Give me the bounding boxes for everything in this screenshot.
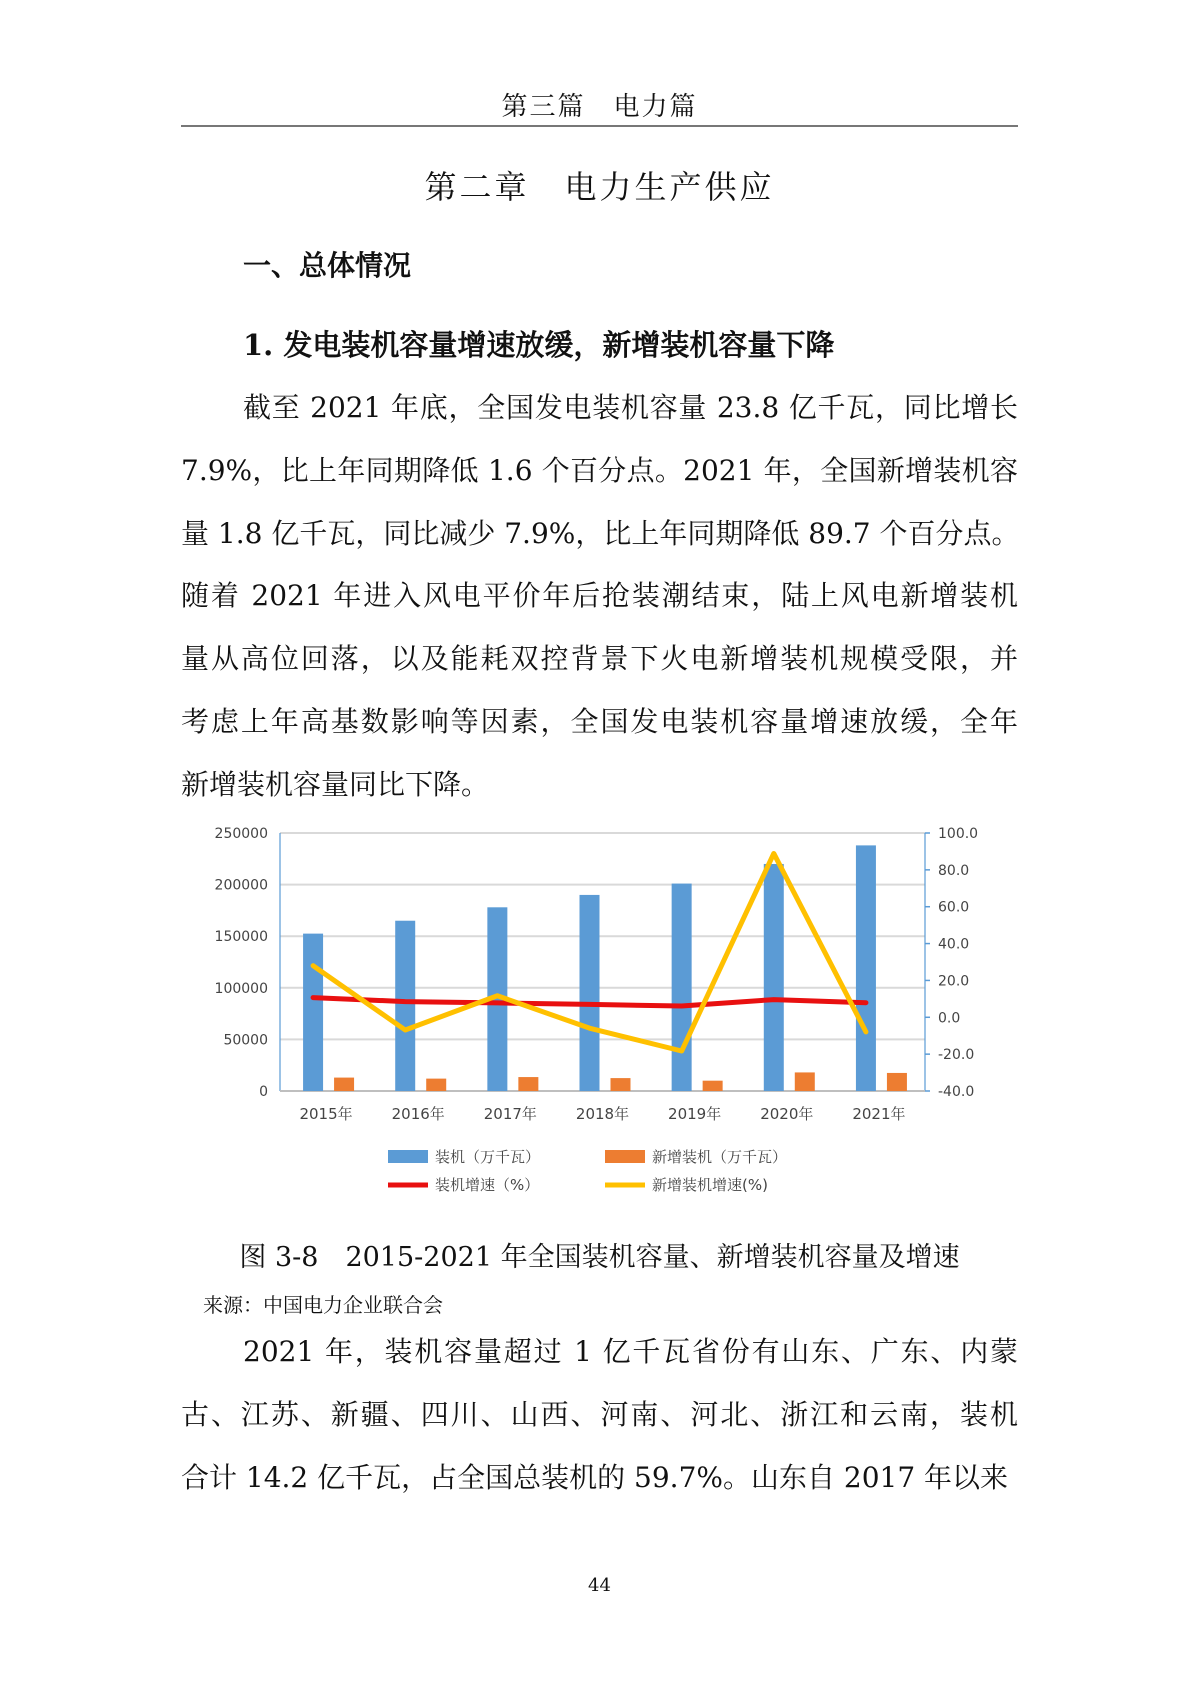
- right-tick-label: 80.0: [938, 862, 970, 879]
- left-tick-label: 200000: [214, 877, 268, 894]
- legend-label: 装机（万千瓦）: [435, 1148, 541, 1166]
- x-tick-label: 2018年: [575, 1105, 630, 1123]
- running-header: 第三篇 电力篇: [501, 92, 698, 122]
- legend-label: 装机增速（%）: [435, 1176, 540, 1194]
- text-line: 新增装机容量同比下降。: [181, 767, 490, 801]
- bar-installed: [395, 921, 415, 1091]
- text-line: 2021 年，装机容量超过 1 亿千瓦省份有山东、广东、内蒙: [243, 1335, 1018, 1368]
- bar-installed: [580, 895, 600, 1091]
- left-tick-label: 250000: [214, 826, 268, 842]
- x-tick-label: 2016年: [391, 1105, 445, 1123]
- chart: [190, 800, 1020, 1200]
- bar-installed: [303, 934, 323, 1091]
- left-tick-label: 50000: [223, 1032, 268, 1049]
- right-tick-label: 100.0: [938, 826, 979, 842]
- bar-new-installed: [426, 1079, 446, 1091]
- left-tick-label: 100000: [214, 980, 268, 997]
- text-line: 量从高位回落，以及能耗双控背景下火电新增装机规模受限，并: [181, 642, 1018, 676]
- text-line: 量 1.8 亿千瓦，同比减少 7.9%，比上年同期降低 89.7 个百分点。: [181, 516, 1020, 550]
- bar-installed: [764, 864, 784, 1091]
- left-tick-label: 150000: [214, 929, 268, 946]
- bar-new-installed: [887, 1073, 907, 1091]
- bar-new-installed: [518, 1077, 538, 1091]
- figure-caption: 图 3-8 2015-2021 年全国装机容量、新增装机容量及增速: [239, 1242, 960, 1273]
- text-line: 古、江苏、新疆、四川、山西、河南、河北、浙江和云南，装机: [181, 1397, 1018, 1431]
- x-tick-label: 2017年: [483, 1105, 537, 1123]
- bar-installed: [856, 845, 876, 1091]
- x-tick-label: 2020年: [760, 1105, 814, 1123]
- x-tick-label: 2019年: [668, 1105, 722, 1123]
- bar-new-installed: [703, 1081, 723, 1091]
- text-line: 合计 14.2 亿千瓦，占全国总装机的 59.7%。山东自 2017 年以来: [181, 1460, 1009, 1494]
- left-tick-label: 0: [259, 1084, 268, 1100]
- legend-swatch: [388, 1150, 428, 1163]
- right-tick-label: 20.0: [938, 973, 970, 990]
- x-tick-label: 2021年: [852, 1105, 906, 1123]
- bar-new-installed: [611, 1078, 631, 1091]
- legend-label: 新增装机增速(%): [652, 1176, 768, 1194]
- bar-new-installed: [334, 1078, 354, 1091]
- page-number: 44: [588, 1575, 611, 1596]
- right-tick-label: 40.0: [938, 936, 970, 953]
- x-tick-label: 2015年: [299, 1105, 353, 1123]
- right-tick-label: -20.0: [938, 1047, 975, 1064]
- legend-swatch: [605, 1150, 645, 1163]
- text-line: 随着 2021 年进入风电平价年后抢装潮结束，陆上风电新增装机: [181, 579, 1018, 613]
- text-line: 考虑上年高基数影响等因素，全国发电装机容量增速放缓，全年: [181, 705, 1018, 738]
- section-heading: 一、总体情况: [243, 249, 412, 282]
- subsection-heading: 1. 发电装机容量增速放缓，新增装机容量下降: [243, 328, 835, 362]
- header-rule: [181, 125, 1018, 127]
- right-tick-label: 0.0: [938, 1010, 961, 1027]
- figure-source: 来源：中国电力企业联合会: [203, 1293, 443, 1317]
- bar-new-installed: [795, 1072, 815, 1091]
- bar-installed: [672, 884, 692, 1091]
- text-line: 7.9%，比上年同期降低 1.6 个百分点。2021 年，全国新增装机容: [181, 453, 1018, 487]
- right-tick-label: -40.0: [938, 1084, 975, 1100]
- right-tick-label: 60.0: [938, 899, 970, 916]
- legend-label: 新增装机（万千瓦）: [652, 1148, 788, 1166]
- chapter-title: 第二章 电力生产供应: [424, 168, 775, 206]
- text-line: 截至 2021 年底，全国发电装机容量 23.8 亿千瓦，同比增长: [243, 391, 1018, 424]
